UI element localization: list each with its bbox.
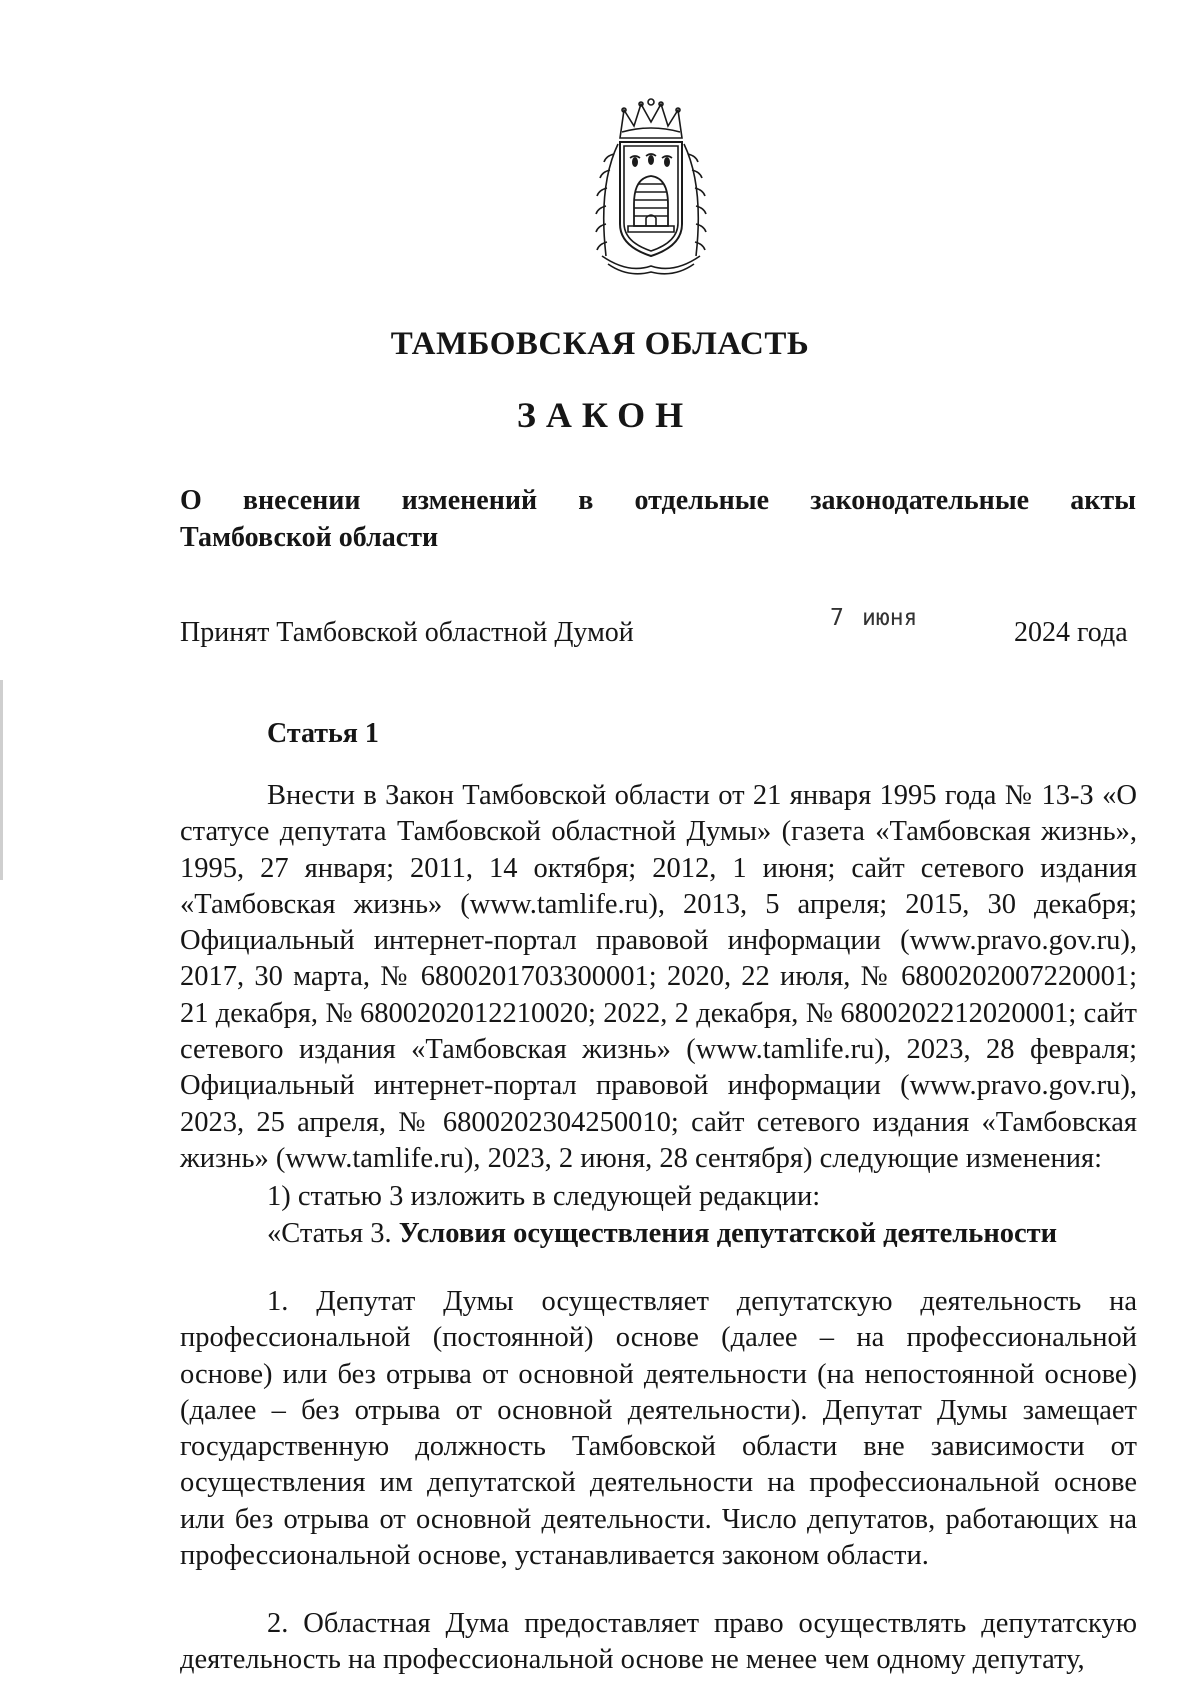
region-title: ТАМБОВСКАЯ ОБЛАСТЬ bbox=[390, 326, 810, 362]
article-1-intro bbox=[180, 778, 1137, 1177]
article-1-item-1 bbox=[180, 1179, 1137, 1215]
adoption-label: Принят Тамбовской областной Думой bbox=[180, 617, 634, 648]
article-3-point-2-text: 2. Областная Дума предоставляет право осуществлять депутатскую деятельность на профессиональной основе не менее чем одному депутату, bbox=[180, 1608, 1137, 1676]
article-3-quote-title: Условия осуществления депутатской деятельности bbox=[398, 1218, 1058, 1249]
article-1-intro-text: Внести в Закон Тамбовской области от 21 января 1995 года № 13-З «О статусе депутата Тамбовской областной Думы» (газета «Тамбовская жизнь», 1995, 27 января; 2011, 14 октября; 2012, 1 июня; сайт сетевого издания «Тамбовская жизнь» (www.tamlife.ru), 2013, 5 апреля; 2015, 30 декабря; Официальный интернет-портал правовой информации (www.pravo.gov.ru), 2017, 30 марта, № 6800201703300001; 2020, 22 июля, № 6800202007220001; 21 декабря, № 6800202012210020; 2022, 2 декабря, № 6800202212020001; сайт сетевого издания «Тамбовская жизнь» (www.tamlife.ru), 2023, 28 февраля; Официальный интернет-портал правовой информации (www.pravo.gov.ru), 2023, 25 апреля, № 6800202304250010; сайт сетевого издания «Тамбовская жизнь» (www.tamlife.ru), 2023, 2 июня, 28 сентября) следующие изменения: bbox=[180, 780, 1137, 1174]
article-1-item-1-text: 1) статью 3 изложить в следующей редакции: bbox=[267, 1181, 821, 1212]
tambov-coat-of-arms-icon bbox=[588, 96, 714, 278]
article-3-point-1 bbox=[180, 1284, 1137, 1574]
law-title-line-1: О внесении изменений в отдельные законодательные акты bbox=[180, 485, 1136, 516]
scan-margin-mark bbox=[0, 680, 3, 880]
article-3-point-2 bbox=[180, 1606, 1137, 1679]
document-type: ЗАКОН bbox=[516, 395, 694, 435]
adoption-month: июня bbox=[862, 605, 918, 631]
adoption-day: 7 bbox=[830, 605, 844, 631]
law-title bbox=[180, 482, 1136, 556]
article-3-quote-heading bbox=[180, 1216, 1137, 1252]
adoption-year: 2024 года bbox=[1014, 617, 1128, 648]
article-3-quote-prefix: «Статья 3. bbox=[267, 1218, 392, 1249]
law-title-line-2: Тамбовской области bbox=[180, 522, 439, 553]
article-1-heading: Статья 1 bbox=[267, 718, 379, 749]
article-3-point-1-text: 1. Депутат Думы осуществляет депутатскую деятельность на профессиональной (постоянной) основе (далее – на профессиональной основе) или без отрыва от основной деятельности (на непостоянной основе) (далее – без отрыва от основной деятельности). Депутат Думы замещает государственную должность Тамбовской области вне зависимости от осуществления им депутатской деятельности на профессиональной основе или без отрыва от основной деятельности. Число депутатов, работающих на профессиональной основе, устанавливается законом области. bbox=[180, 1286, 1137, 1572]
